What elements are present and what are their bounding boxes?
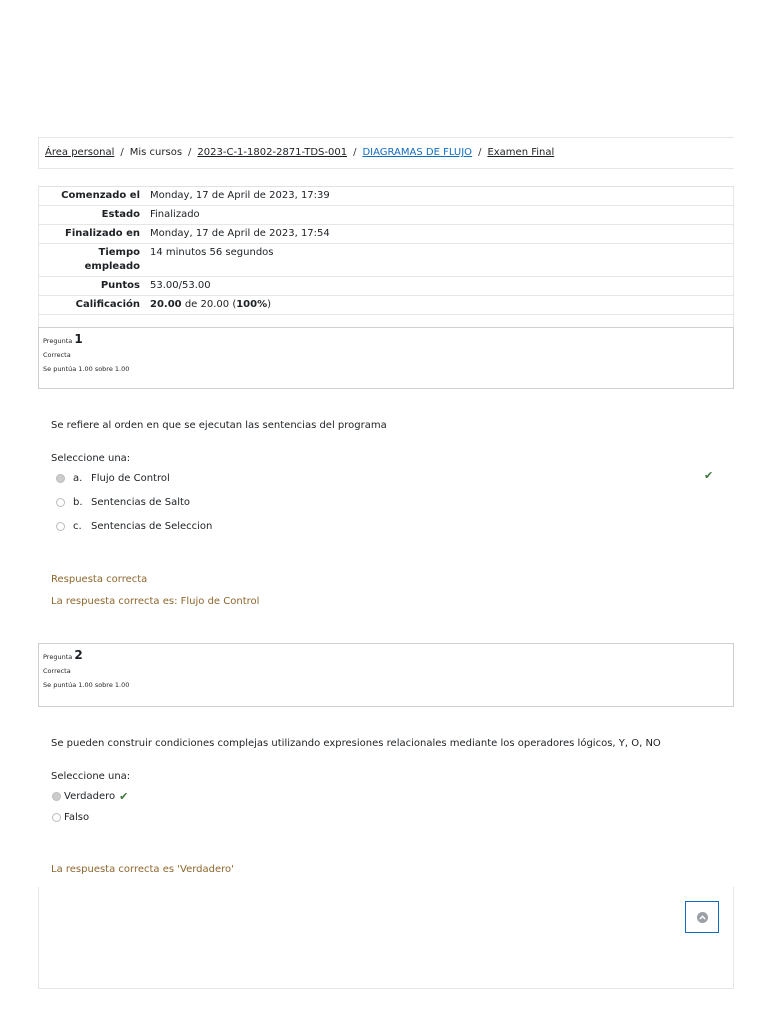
- option-label: Sentencias de Seleccion: [91, 521, 213, 532]
- summary-row: [38, 244, 734, 277]
- summary-label: Calificación: [38, 296, 144, 315]
- summary-row: [38, 187, 734, 206]
- question-status: Correcta: [43, 351, 71, 359]
- select-prompt: Seleccione una:: [51, 453, 131, 464]
- question-prefix: Pregunta: [43, 653, 73, 661]
- feedback-correct-answer: La respuesta correcta es: Flujo de Control: [51, 596, 260, 607]
- breadcrumb-mis-cursos: Mis cursos: [129, 147, 183, 158]
- summary-label: Comenzado el: [38, 187, 144, 206]
- question-status: Correcta: [43, 667, 71, 675]
- summary-label: Estado: [38, 206, 144, 225]
- question-1-info: [38, 327, 734, 389]
- breadcrumb-bar: [38, 137, 734, 169]
- option-letter: a.: [73, 473, 83, 484]
- grade-close: ): [267, 299, 272, 310]
- option-letter: c.: [73, 521, 82, 532]
- summary-label: Tiempo empleado: [38, 244, 144, 277]
- back-to-top-button[interactable]: [685, 901, 719, 933]
- question-1-content: [38, 389, 734, 643]
- question-number: [43, 332, 729, 348]
- answer-option-c[interactable]: [56, 521, 212, 532]
- answer-option-b[interactable]: [56, 497, 190, 508]
- breadcrumb: [45, 147, 554, 158]
- option-label: Falso: [64, 812, 90, 823]
- question-number: [43, 648, 729, 664]
- summary-value: [144, 296, 734, 315]
- question-mark: Se puntúa 1.00 sobre 1.00: [43, 681, 130, 689]
- radio-button[interactable]: [56, 498, 65, 507]
- summary-row: [38, 277, 734, 296]
- breadcrumb-quiz[interactable]: Examen Final: [487, 147, 555, 158]
- summary-value: Monday, 17 de April de 2023, 17:54: [144, 225, 734, 244]
- breadcrumb-area-personal[interactable]: Área personal: [45, 147, 115, 158]
- summary-value: 53.00/53.00: [144, 277, 734, 296]
- radio-button[interactable]: [52, 792, 61, 801]
- feedback-correct-answer: La respuesta correcta es 'Verdadero': [51, 864, 234, 875]
- select-prompt: Seleccione una:: [51, 771, 131, 782]
- answer-option-a[interactable]: [56, 473, 170, 484]
- summary-value: Monday, 17 de April de 2023, 17:39: [144, 187, 734, 206]
- answer-option-false[interactable]: [52, 812, 89, 823]
- question-number-value: 1: [74, 332, 83, 346]
- option-label: Flujo de Control: [91, 473, 170, 484]
- summary-value: 14 minutos 56 segundos: [144, 244, 734, 277]
- breadcrumb-separator: /: [188, 147, 192, 158]
- breadcrumb-separator: /: [120, 147, 124, 158]
- question-2-info: [38, 643, 734, 707]
- question-2-content: [38, 707, 734, 887]
- question-mark: Se puntúa 1.00 sobre 1.00: [43, 365, 130, 373]
- question-text: Se refiere al orden en que se ejecutan las sentencias del programa: [51, 420, 387, 431]
- summary-label: Finalizado en: [38, 225, 144, 244]
- grade-percent: 100%: [236, 299, 268, 310]
- summary-row: [38, 296, 734, 315]
- breadcrumb-separator: /: [478, 147, 482, 158]
- radio-button[interactable]: [56, 522, 65, 531]
- summary-value: Finalizado: [144, 206, 734, 225]
- question-prefix: Pregunta: [43, 337, 73, 345]
- breadcrumb-section[interactable]: DIAGRAMAS DE FLUJO: [362, 147, 473, 158]
- breadcrumb-separator: /: [353, 147, 357, 158]
- option-label: Verdadero: [64, 791, 116, 802]
- chevron-up-icon: [697, 912, 708, 923]
- check-icon: ✔: [704, 469, 714, 482]
- breadcrumb-course[interactable]: 2023-C-1-1802-2871-TDS-001: [197, 147, 348, 158]
- feedback-result: Respuesta correcta: [51, 574, 148, 585]
- radio-button[interactable]: [52, 813, 61, 822]
- summary-row: [38, 225, 734, 244]
- radio-button[interactable]: [56, 474, 65, 483]
- question-text: Se pueden construir condiciones complejas utilizando expresiones relacionales mediante los operadores lógicos, Y, O, NO: [51, 738, 661, 749]
- summary-label: Puntos: [38, 277, 144, 296]
- grade-of: de 20.00 (: [184, 299, 237, 310]
- option-letter: b.: [73, 497, 83, 508]
- question-number-value: 2: [74, 648, 83, 662]
- check-icon: ✔: [119, 790, 129, 803]
- attempt-summary: [38, 186, 734, 315]
- grade-score: 20.00: [150, 299, 182, 310]
- summary-row: [38, 206, 734, 225]
- answer-option-true[interactable]: [52, 790, 128, 803]
- option-label: Sentencias de Salto: [91, 497, 191, 508]
